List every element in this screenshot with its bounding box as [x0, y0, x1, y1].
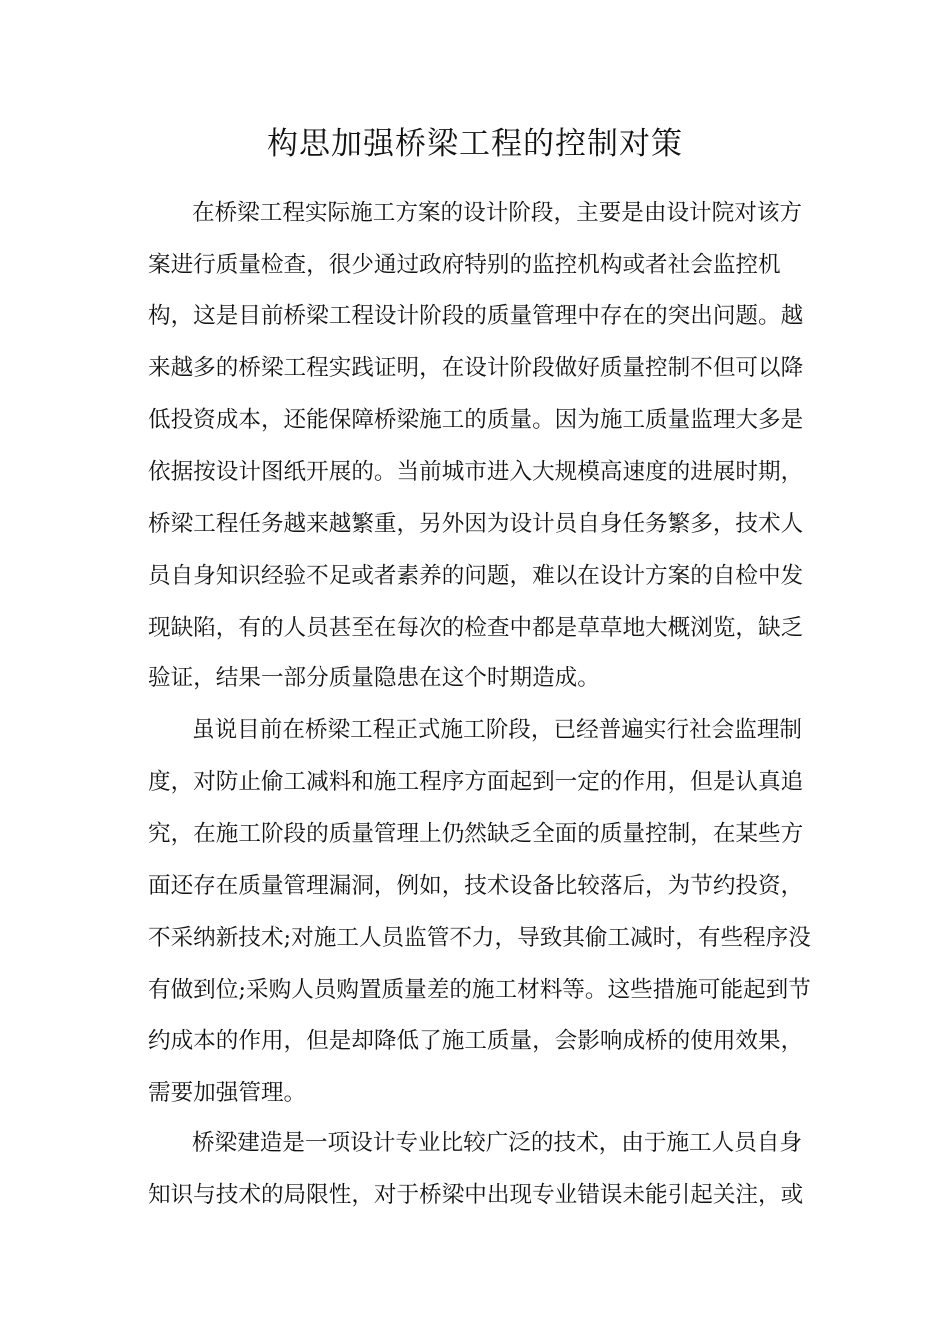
paragraph-line: 现缺陷，有的人员甚至在每次的检查中都是草草地大概浏览，缺乏	[148, 615, 804, 641]
paragraph-line: 不采纳新技术;对施工人员监管不力，导致其偷工减时，有些程序没	[148, 925, 811, 951]
paragraph-line: 虽说目前在桥梁工程正式施工阶段，已经普遍实行社会监理制	[192, 717, 803, 743]
paragraph-line: 构，这是目前桥梁工程设计阶段的质量管理中存在的突出问题。越	[148, 303, 804, 329]
paragraph-line: 低投资成本，还能保障桥梁施工的质量。因为施工质量监理大多是	[148, 407, 804, 433]
paragraph-line: 桥梁建造是一项设计专业比较广泛的技术，由于施工人员自身	[192, 1130, 803, 1156]
paragraph-line: 需要加强管理。	[148, 1080, 307, 1106]
paragraph-line: 约成本的作用，但是却降低了施工质量，会影响成桥的使用效果，	[148, 1028, 804, 1054]
paragraph-line: 案进行质量检查，很少通过政府特别的监控机构或者社会监控机	[148, 252, 781, 278]
paragraph-line: 有做到位;采购人员购置质量差的施工材料等。这些措施可能起到节	[148, 977, 811, 1003]
paragraph-line: 度，对防止偷工减料和施工程序方面起到一定的作用，但是认真追	[148, 769, 804, 795]
paragraph-line: 桥梁工程任务越来越繁重，另外因为设计员自身任务繁多，技术人	[148, 511, 804, 537]
paragraph-line: 验证，结果一部分质量隐患在这个时期造成。	[148, 665, 600, 691]
paragraph-line: 究，在施工阶段的质量管理上仍然缺乏全面的质量控制，在某些方	[148, 821, 804, 847]
paragraph-line: 知识与技术的局限性，对于桥梁中出现专业错误未能引起关注，或	[148, 1182, 804, 1208]
paragraph-line: 依据按设计图纸开展的。当前城市进入大规模高速度的进展时期，	[148, 459, 804, 485]
paragraph-line: 员自身知识经验不足或者素养的问题，难以在设计方案的自检中发	[148, 563, 804, 589]
paragraph-line: 来越多的桥梁工程实践证明，在设计阶段做好质量控制不但可以降	[148, 355, 804, 381]
paragraph-line: 在桥梁工程实际施工方案的设计阶段，主要是由设计院对该方	[192, 200, 803, 226]
paragraph-line: 面还存在质量管理漏洞，例如，技术设备比较落后，为节约投资，	[148, 873, 804, 899]
document-title: 构思加强桥梁工程的控制对策	[267, 126, 683, 162]
